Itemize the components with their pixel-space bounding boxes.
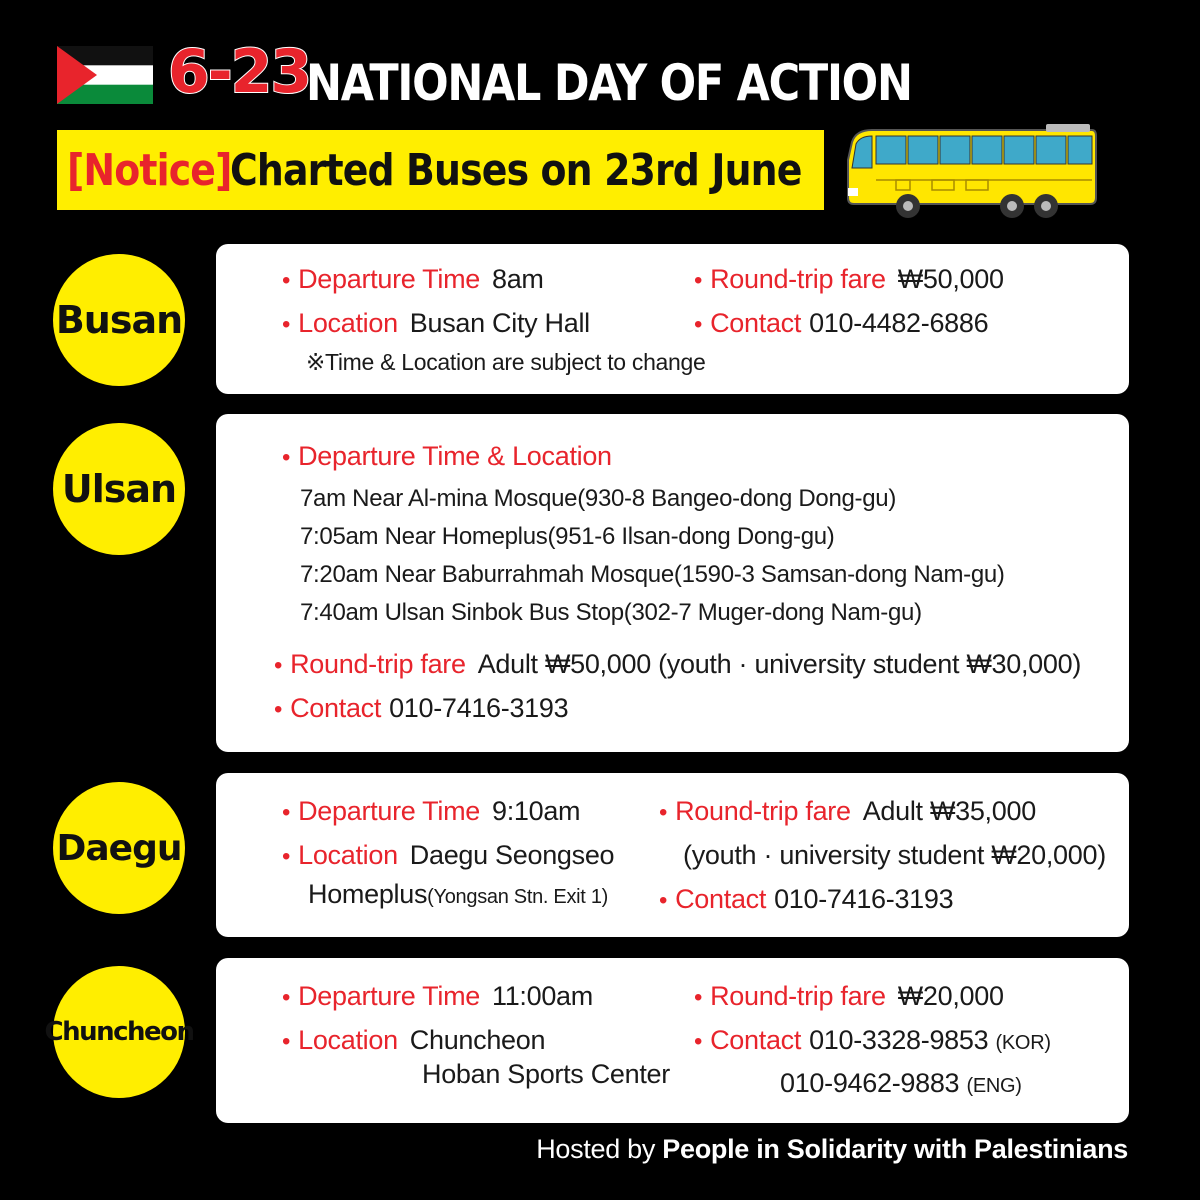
label: Contact <box>710 308 802 338</box>
footer-prefix: Hosted by <box>536 1134 656 1164</box>
busan-location <box>282 308 590 339</box>
label: Departure Time <box>298 264 480 294</box>
value: 11:00am <box>491 981 593 1011</box>
daegu-contact <box>659 884 953 915</box>
card-ulsan <box>216 414 1129 752</box>
daegu-fare-line2: (youth · university student ₩20,000) <box>683 840 1106 870</box>
notice-tag: [Notice] <box>67 144 232 196</box>
bullet-icon: • <box>282 444 291 471</box>
label: Location <box>298 840 398 870</box>
bullet-icon: • <box>282 984 291 1011</box>
value: Chuncheon <box>409 1025 546 1055</box>
bullet-icon: • <box>282 311 291 338</box>
label: Departure Time <box>298 981 480 1011</box>
ulsan-stop: 7:20am Near Baburrahmah Mosque(1590-3 Samsan-dong Nam-gu) <box>300 561 1005 588</box>
city-name: Chuncheon <box>44 1017 194 1047</box>
busan-departure <box>282 264 544 295</box>
chuncheon-fare <box>694 981 1004 1012</box>
value: 010-9462-9883 <box>780 1068 960 1098</box>
chuncheon-departure <box>282 981 593 1012</box>
chuncheon-location-line2: Hoban Sports Center <box>422 1059 670 1089</box>
value: 010-7416-3193 <box>774 884 954 914</box>
bullet-icon: • <box>282 1028 291 1055</box>
ulsan-stop: 7:05am Near Homeplus(951-6 Ilsan-dong Dong-gu) <box>300 523 835 550</box>
chuncheon-contact-line2 <box>780 1068 1022 1099</box>
value: Adult ₩35,000 <box>862 796 1036 826</box>
event-date: 6-23 <box>168 37 311 107</box>
city-badge-chuncheon <box>44 966 194 1098</box>
bullet-icon: • <box>694 1028 703 1055</box>
value: 8am <box>491 264 544 294</box>
bullet-icon: • <box>694 311 703 338</box>
label: Contact <box>675 884 767 914</box>
notice-bar <box>57 130 824 210</box>
language-tag: (KOR) <box>995 1032 1051 1054</box>
location-detail: (Yongsan Stn. Exit 1) <box>427 886 609 908</box>
label: Departure Time & Location <box>298 441 612 471</box>
label: Location <box>298 308 398 338</box>
value: 9:10am <box>491 796 581 826</box>
bullet-icon: • <box>282 267 291 294</box>
label: Location <box>298 1025 398 1055</box>
busan-fare <box>694 264 1004 295</box>
bus-icon <box>846 124 1100 220</box>
language-tag: (ENG) <box>966 1075 1022 1097</box>
city-badge-busan <box>53 254 185 386</box>
daegu-location <box>282 840 614 871</box>
palestine-flag-icon <box>57 46 153 104</box>
notice-text: Charted Buses on 23rd June <box>230 144 802 196</box>
bullet-icon: • <box>694 267 703 294</box>
label: Departure Time <box>298 796 480 826</box>
chuncheon-location <box>282 1025 545 1056</box>
label: Round-trip fare <box>675 796 851 826</box>
city-badge-daegu <box>53 782 185 914</box>
label: Round-trip fare <box>710 981 886 1011</box>
value: ₩20,000 <box>897 981 1004 1011</box>
busan-note: ※Time & Location are subject to change <box>306 349 706 375</box>
label: Contact <box>710 1025 802 1055</box>
value: ₩50,000 <box>897 264 1004 294</box>
chuncheon-contact <box>694 1025 1051 1056</box>
city-name: Ulsan <box>61 467 177 511</box>
label: Round-trip fare <box>710 264 886 294</box>
bullet-icon: • <box>659 799 668 826</box>
card-busan <box>216 244 1129 394</box>
footer-org: People in Solidarity with Palestinians <box>662 1134 1128 1164</box>
bullet-icon: • <box>274 652 283 679</box>
city-name: Busan <box>55 298 183 342</box>
label: Round-trip fare <box>290 649 466 679</box>
card-daegu <box>216 773 1129 937</box>
ulsan-stop: 7:40am Ulsan Sinbok Bus Stop(302-7 Muger-dong Nam-gu) <box>300 599 922 626</box>
daegu-departure <box>282 796 580 827</box>
ulsan-contact <box>274 693 568 724</box>
value: 010-7416-3193 <box>389 693 569 723</box>
city-badge-ulsan <box>53 423 185 555</box>
label: Contact <box>290 693 382 723</box>
bullet-icon: • <box>282 799 291 826</box>
value: Daegu Seongseo <box>409 840 615 870</box>
bullet-icon: • <box>659 887 668 914</box>
value: 010-3328-9853 <box>809 1025 989 1055</box>
busan-contact <box>694 308 988 339</box>
ulsan-fare <box>274 649 1081 680</box>
value: Adult ₩50,000 (youth · university student ₩30,000) <box>477 649 1082 679</box>
value: Busan City Hall <box>409 308 590 338</box>
value: Homeplus <box>308 879 428 909</box>
card-chuncheon <box>216 958 1129 1123</box>
bullet-icon: • <box>694 984 703 1011</box>
bullet-icon: • <box>274 696 283 723</box>
footer-host <box>536 1134 1128 1165</box>
ulsan-stop: 7am Near Al-mina Mosque(930-8 Bangeo-dong Dong-gu) <box>300 485 897 512</box>
city-name: Daegu <box>56 827 182 869</box>
daegu-location-line2 <box>308 879 608 910</box>
daegu-fare <box>659 796 1036 827</box>
value: 010-4482-6886 <box>809 308 989 338</box>
ulsan-departure <box>282 441 624 472</box>
event-title: NATIONAL DAY OF ACTION <box>306 54 912 112</box>
bullet-icon: • <box>282 843 291 870</box>
